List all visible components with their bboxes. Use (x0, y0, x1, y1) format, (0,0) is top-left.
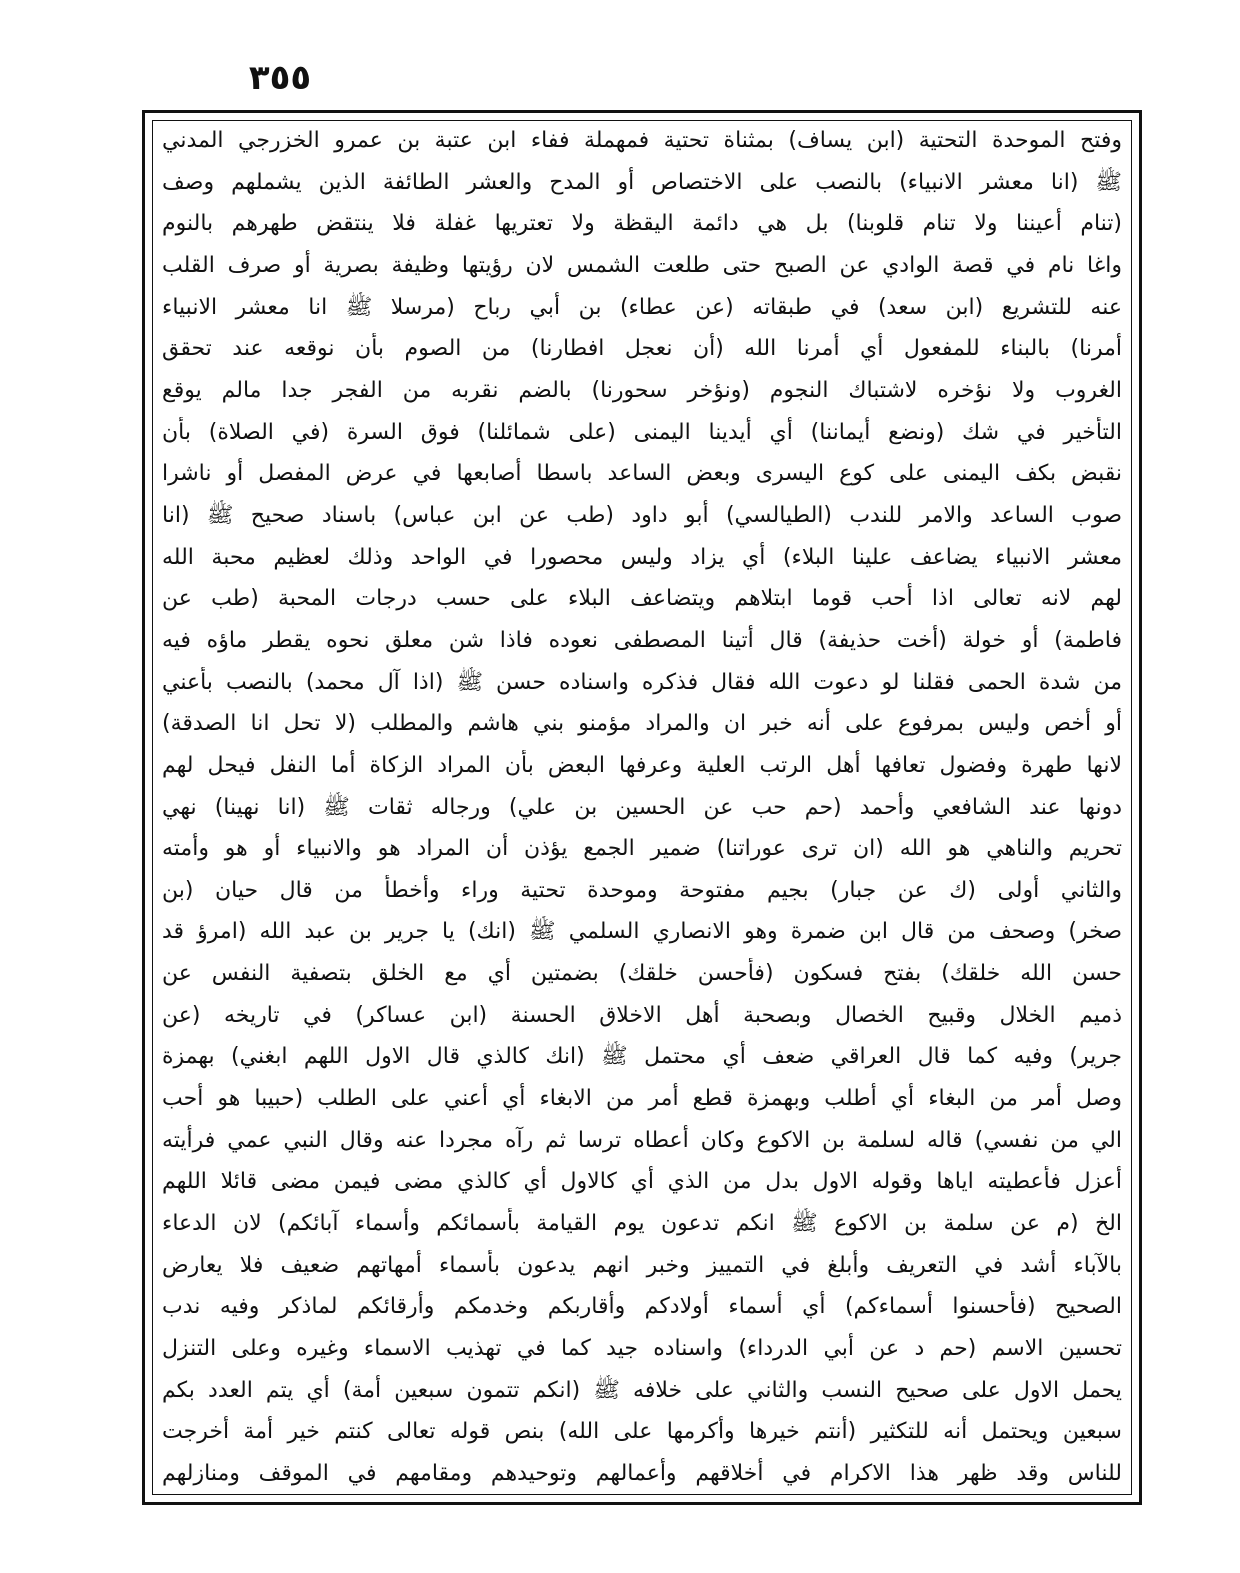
text-line: بالآباء أشد في التعريف وأبلغ في التمييز وخبر انهم يدعون بأسماء أمهاتهم ضعيف فلا يعارض (162, 1252, 1122, 1278)
text-line: لانها طهرة وفضول تعافها أهل الرتب العلية وعرفها البعض بأن المراد الزكاة أما النفل فيحل لهم (162, 752, 1122, 778)
text-line: عنه للتشريع (ابن سعد) في طبقاته (عن عطاء) بن أبي رباح (مرسلا ﷺ انا معشر الانبياء (162, 294, 1122, 320)
text-line: الخ (م عن سلمة بن الاكوع ﷺ انكم تدعون يوم القيامة بأسمائكم وأسماء آبائكم) لان الدعاء (162, 1211, 1122, 1237)
text-body (162, 125, 1122, 1490)
text-line: أو أخص وليس بمرفوع على أنه خبر ان والمراد مؤمنو بني هاشم والمطلب (لا تحل انا الصدقة) (162, 711, 1122, 737)
text-line: والثاني أولى (ك عن جبار) بجيم مفتوحة وموحدة تحتية وراء وأخطأ من قال حيان (بن (162, 877, 1122, 903)
text-line: الغروب ولا نؤخره لاشتباك النجوم (ونؤخر سحورنا) بالضم نقربه من الفجر جدا مالم يوقع (162, 377, 1122, 403)
text-line: من شدة الحمى فقلنا لو دعوت الله فقال فذكره واسناده حسن ﷺ (اذا آل محمد) بالنصب بأعني (162, 669, 1122, 695)
text-line: فاطمة) أو خولة (أخت حذيفة) قال أتينا المصطفى نعوده فاذا شن معلق نحوه يقطر ماؤه فيه (162, 627, 1122, 653)
text-line: صخر) وصحف من قال ابن ضمرة وهو الانصاري السلمي ﷺ (انك) يا جرير بن عبد الله (امرؤ قد (162, 919, 1122, 945)
text-line: لهم لانه تعالى اذا أحب قوما ابتلاهم ويتضاعف البلاء على حسب درجات المحبة (طب عن (162, 586, 1122, 612)
text-line: صوب الساعد والامر للندب (الطيالسي) أبو داود (طب عن ابن عباس) باسناد صحيح ﷺ (انا (162, 502, 1122, 528)
text-line: التأخير في شك (ونضع أيماننا) أي أيدينا اليمنى (على شمائلنا) فوق السرة (في الصلاة) بأن (162, 419, 1122, 445)
text-line: للناس وقد ظهر هذا الاكرام في أخلاقهم وأعمالهم وتوحيدهم ومقامهم في الموقف ومنازلهم (162, 1461, 1122, 1486)
text-line: يحمل الاول على صحيح النسب والثاني على خلافه ﷺ (انكم تتمون سبعين أمة) أي يتم العدد بكم (162, 1377, 1122, 1403)
text-line: وفتح الموحدة التحتية (ابن يساف) بمثناة تحتية فمهملة ففاء ابن عتبة بن عمرو الخزرجي المدني (162, 128, 1122, 153)
text-line: معشر الانبياء يضاعف علينا البلاء) أي يزاد وليس محصورا في الواحد وذلك لعظيم محبة الله (162, 544, 1122, 570)
text-line: تحسين الاسم (حم د عن أبي الدرداء) واسناده جيد كما في تهذيب الاسماء وغيره وعلى التنزل (162, 1336, 1122, 1362)
text-line: حسن الله خلقك) بفتح فسكون (فأحسن خلقك) بضمتين أي مع الخلق بتصفية النفس عن (162, 961, 1122, 987)
text-line: (تنام أعيننا ولا تنام قلوبنا) بل هي دائمة اليقظة ولا تعتريها غفلة فلا ينتقض طهرهم بالنوم (162, 211, 1122, 237)
text-line: واغا نام في قصة الوادي عن الصبح حتى طلعت الشمس لان رؤيتها وظيفة بصرية أو صرف القلب (162, 252, 1122, 278)
text-line: سبعين ويحتمل أنه للتكثير (أنتم خيرها وأكرمها على الله) بنص قوله تعالى كنتم خير أمة أخرجت (162, 1419, 1122, 1445)
text-line: نقبض بكف اليمنى على كوع اليسرى وبعض الساعد باسطا أصابعها في عرض المفصل أو ناشرا (162, 461, 1122, 487)
text-line: ذميم الخلال وقبيح الخصال وبصحبة أهل الاخلاق الحسنة (ابن عساكر) في تاريخه (عن (162, 1002, 1122, 1028)
text-line: الي من نفسي) قاله لسلمة بن الاكوع وكان أعطاه ترسا ثم رآه مجردا عنه وقال النبي عمي فرأيته (162, 1127, 1122, 1153)
text-line: جرير) وفيه كما قال العراقي ضعف أي محتمل ﷺ (انك كالذي قال الاول اللهم ابغني) بهمزة (162, 1044, 1122, 1070)
text-line: وصل أمر من البغاء أي أطلب وبهمزة قطع أمر من الابغاء أي أعني على الطلب (حبيبا هو أحب (162, 1086, 1122, 1112)
text-line: أعزل فأعطيته اياها وقوله الاول بدل من الذي أي كالاول أي كالذي مضى فيمن مضى قائلا اللهم (162, 1169, 1122, 1195)
text-line: ﷺ (انا معشر الانبياء) بالنصب على الاختصاص أو المدح والعشر الطائفة الذين يشملهم وصف (162, 169, 1122, 195)
text-line: أمرنا) بالبناء للمفعول أي أمرنا الله (أن نعجل افطارنا) من الصوم بأن نوقعه عند تحقق (162, 336, 1122, 362)
page-number: ٣٥٥ (248, 58, 312, 98)
text-line: الصحيح (فأحسنوا أسماءكم) أي أسماء أولادكم وأقاربكم وخدمكم وأرقائكم لماذكر وفيه ندب (162, 1294, 1122, 1320)
text-line: دونها عند الشافعي وأحمد (حم حب عن الحسين بن علي) ورجاله ثقات ﷺ (انا نهينا) نهي (162, 794, 1122, 820)
text-line: تحريم والناهي هو الله (ان ترى عوراتنا) ضمير الجمع يؤذن أن المراد هو والانبياء أو هو وأمته (162, 836, 1122, 862)
